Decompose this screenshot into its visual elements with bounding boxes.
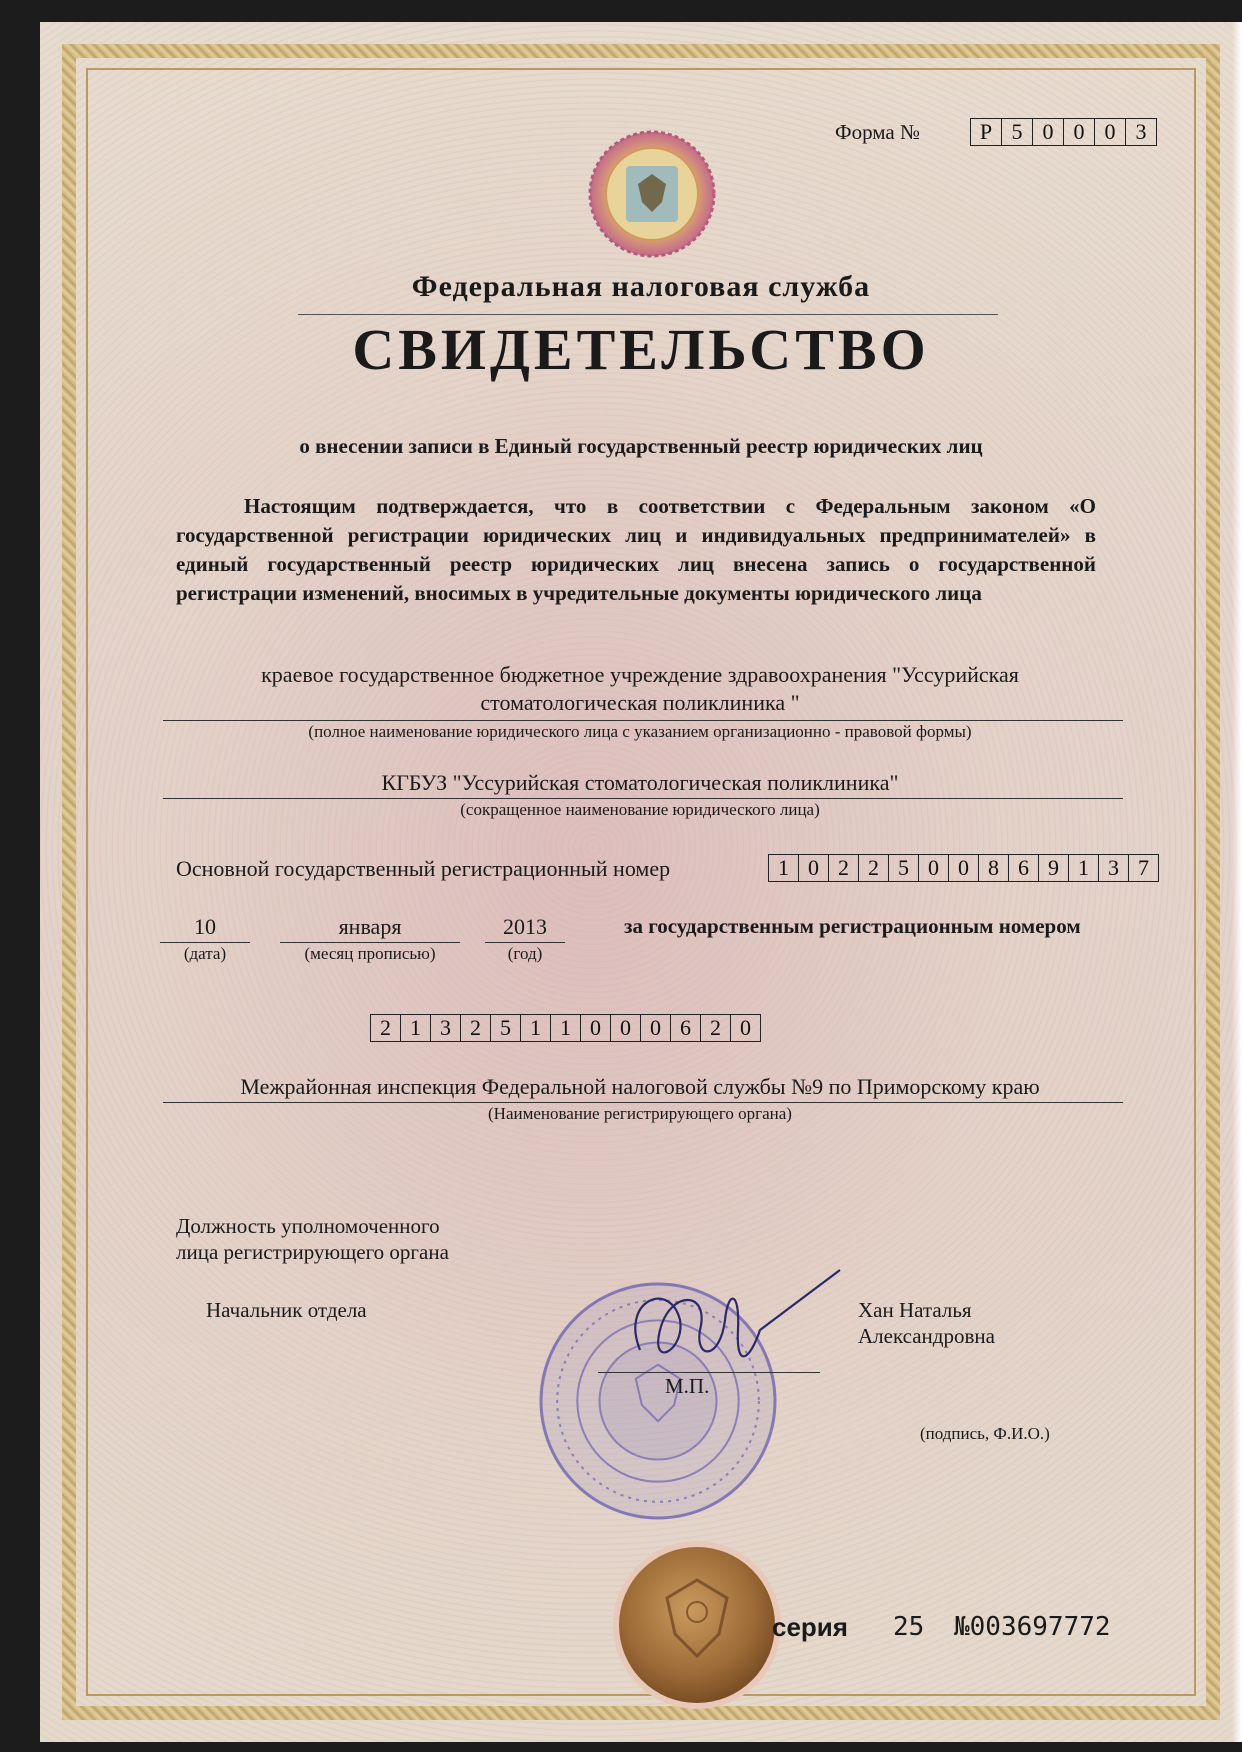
date-month: января xyxy=(338,914,402,939)
series-number: №003697772 xyxy=(954,1612,1111,1642)
digit-box: 0 xyxy=(1064,118,1095,146)
signer-name-line2: Александровна xyxy=(858,1324,995,1348)
mp-label: М.П. xyxy=(665,1374,710,1398)
digit-box: 0 xyxy=(611,1014,641,1042)
digit-box: 2 xyxy=(829,854,859,882)
body-paragraph: Настоящим подтверждается, что в соответствии с Федеральным законом «О государственной регистрации юридических лиц и индивидуальных предпринимателей» в единый государственный реестр юридических лиц внесена запись о государственной регистрации изменений, вносимых в учредительные документы юридического лица xyxy=(176,494,1096,605)
date-day: 10 xyxy=(194,914,216,939)
short-name-caption: (сокращенное наименование юридического лица) xyxy=(460,800,820,819)
digit-box: 2 xyxy=(370,1014,401,1042)
signer-name-line1: Хан Наталья xyxy=(858,1298,972,1322)
series-label: серия xyxy=(772,1612,848,1642)
digit-box: 0 xyxy=(919,854,949,882)
digit-box: 5 xyxy=(491,1014,521,1042)
digit-box: 0 xyxy=(641,1014,671,1042)
digit-box: 3 xyxy=(1126,118,1157,146)
page-title: СВИДЕТЕЛЬСТВО xyxy=(352,317,930,382)
position-value: Начальник отдела xyxy=(206,1298,367,1322)
digit-box: 0 xyxy=(581,1014,611,1042)
digit-box: 6 xyxy=(671,1014,701,1042)
entity-full-name-line2: стоматологическая поликлиника " xyxy=(480,690,800,715)
hologram-emblem-icon xyxy=(588,130,716,258)
digit-box: 3 xyxy=(431,1014,461,1042)
digit-box: Р xyxy=(970,118,1002,146)
authority-name: Межрайонная инспекция Федеральной налоговой службы №9 по Приморскому краю xyxy=(240,1074,1040,1099)
grn-boxes xyxy=(370,1014,761,1042)
subtitle: о внесении записи в Единый государственный реестр юридических лиц xyxy=(299,434,983,458)
signature-caption: (подпись, Ф.И.О.) xyxy=(920,1424,1050,1443)
series-region: 25 xyxy=(893,1612,925,1642)
digit-box: 0 xyxy=(949,854,979,882)
digit-box: 1 xyxy=(551,1014,581,1042)
digit-box: 0 xyxy=(731,1014,761,1042)
digit-box: 8 xyxy=(979,854,1009,882)
ogrn-boxes xyxy=(768,854,1159,882)
digit-box: 6 xyxy=(1009,854,1039,882)
digit-box: 5 xyxy=(1002,118,1033,146)
entity-full-name-line1: краевое государственное бюджетное учреждение здравоохранения "Уссурийская xyxy=(261,662,1019,687)
digit-box: 9 xyxy=(1039,854,1069,882)
reg-number-label: за государственным регистрационным номером xyxy=(624,914,1081,938)
digit-box: 1 xyxy=(521,1014,551,1042)
month-caption: (месяц прописью) xyxy=(304,944,436,963)
authority-caption: (Наименование регистрирующего органа) xyxy=(488,1104,792,1123)
digit-box: 0 xyxy=(799,854,829,882)
position-label-line1: Должность уполномоченного xyxy=(176,1214,440,1238)
digit-box: 2 xyxy=(701,1014,731,1042)
digit-box: 0 xyxy=(1033,118,1064,146)
full-name-caption: (полное наименование юридического лица с указанием организационно - правовой формы) xyxy=(308,722,972,741)
agency-name: Федеральная налоговая служба xyxy=(411,270,871,303)
year-caption: (год) xyxy=(507,944,543,963)
entity-short-name: КГБУЗ "Уссурийская стоматологическая поликлиника" xyxy=(381,770,899,795)
digit-box: 1 xyxy=(1069,854,1099,882)
digit-box: 5 xyxy=(889,854,919,882)
form-code-boxes xyxy=(970,118,1157,146)
ogrn-label: Основной государственный регистрационный номер xyxy=(176,856,671,881)
signature-scribble-icon xyxy=(600,1260,860,1390)
digit-box: 0 xyxy=(1095,118,1126,146)
digit-box: 3 xyxy=(1099,854,1129,882)
digit-box: 1 xyxy=(768,854,799,882)
gold-seal-icon xyxy=(612,1540,782,1710)
digit-box: 2 xyxy=(859,854,889,882)
date-caption: (дата) xyxy=(183,944,227,963)
form-label: Форма № xyxy=(835,120,921,144)
digit-box: 1 xyxy=(401,1014,431,1042)
digit-box: 2 xyxy=(461,1014,491,1042)
digit-box: 7 xyxy=(1129,854,1159,882)
date-year: 2013 xyxy=(503,914,547,939)
certificate-sheet xyxy=(40,22,1242,1742)
position-label-line2: лица регистрирующего органа xyxy=(176,1240,449,1264)
